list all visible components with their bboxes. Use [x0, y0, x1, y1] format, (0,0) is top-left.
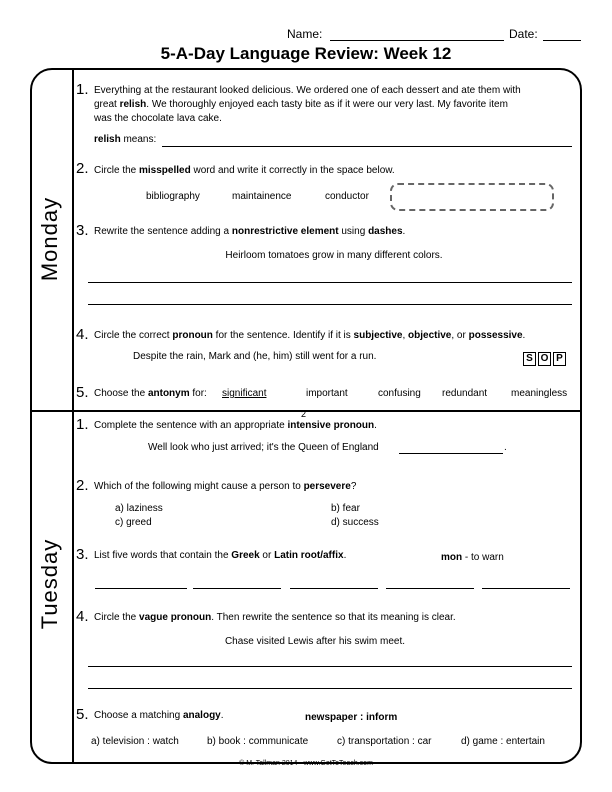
antonym-option[interactable]: meaningless — [511, 388, 568, 399]
vocab-word: relish — [119, 99, 147, 110]
answer-line[interactable] — [88, 304, 572, 305]
answer-option[interactable]: a) laziness — [115, 503, 163, 514]
monday-q3-sentence: Heirloom tomatoes grow in many different colors. — [225, 250, 443, 261]
key-term: misspelled — [139, 165, 191, 176]
question-number: 4. — [76, 326, 89, 343]
text-segment: or — [259, 550, 275, 561]
tuesday-q1-prompt — [94, 419, 377, 433]
text-segment: word and write it correctly in the space below. — [190, 165, 395, 176]
tuesday-q2-prompt — [94, 480, 356, 494]
answer-line[interactable] — [162, 146, 572, 147]
answer-line[interactable] — [399, 453, 503, 454]
key-term: persevere — [303, 481, 351, 492]
word-option[interactable]: bibliography — [146, 191, 200, 202]
text-segment: . We thoroughly enjoyed each tasty bite as if it were our very last. My favorite item — [146, 99, 508, 110]
date-field[interactable] — [543, 40, 581, 41]
monday-q3-prompt — [94, 225, 405, 239]
analogy-option[interactable]: d) game : entertain — [461, 736, 545, 747]
text-segment: for: — [189, 388, 207, 399]
question-number: 1. — [76, 416, 89, 433]
text-segment: great — [94, 99, 120, 110]
tuesday-q4-prompt — [94, 611, 456, 625]
answer-line[interactable] — [482, 588, 570, 589]
answer-line[interactable] — [88, 666, 572, 667]
day-label-monday: Monday — [37, 196, 62, 282]
key-term: subjective — [353, 330, 403, 341]
text-segment: Circle the correct — [94, 330, 173, 341]
answer-option[interactable]: c) greed — [115, 517, 152, 528]
key-term: Greek — [231, 550, 260, 561]
sentence-end: . — [504, 442, 507, 453]
name-field[interactable] — [330, 40, 504, 41]
monday-q1-text — [94, 84, 574, 126]
text-segment: . — [522, 330, 526, 341]
analogy-option[interactable]: a) television : watch — [91, 736, 179, 747]
text-segment: Rewrite the sentence adding a — [94, 226, 232, 237]
text-segment: , — [402, 330, 409, 341]
key-term: analogy — [182, 710, 221, 721]
key-term: vague pronoun — [139, 612, 212, 623]
answer-line[interactable] — [95, 588, 187, 589]
day-column-divider — [72, 70, 74, 762]
correction-box[interactable] — [390, 183, 554, 211]
answer-option[interactable]: b) fear — [331, 503, 360, 514]
name-label: Name: — [287, 27, 323, 41]
answer-line[interactable] — [386, 588, 474, 589]
tuesday-q1-sentence: Well look who just arrived; it's the Queen of England — [148, 442, 379, 453]
sop-box-subjective[interactable]: S — [523, 352, 536, 366]
question-number: 3. — [76, 222, 89, 239]
sop-boxes — [521, 348, 566, 366]
question-number: 2. — [76, 477, 89, 494]
answer-line[interactable] — [88, 282, 572, 283]
text-segment: Complete the sentence with an appropriate — [94, 420, 288, 431]
date-label: Date: — [509, 27, 538, 41]
question-number: 1. — [76, 81, 89, 98]
key-term: objective — [408, 330, 452, 341]
question-number: 3. — [76, 546, 89, 563]
text-segment: Which of the following might cause a person to — [94, 481, 304, 492]
root-word: mon — [441, 552, 463, 563]
day-label-tuesday: Tuesday — [37, 538, 62, 630]
text-segment: for the sentence. Identify if it is — [212, 330, 354, 341]
text-segment: . — [343, 550, 347, 561]
page-title: 5-A-Day Language Review: Week 12 — [160, 44, 452, 63]
target-word: significant — [222, 388, 267, 399]
root-definition: - to warn — [462, 552, 504, 563]
question-number: 5. — [76, 706, 89, 723]
tuesday-q4-sentence: Chase visited Lewis after his swim meet. — [224, 636, 406, 647]
analogy-pair: newspaper : inform — [305, 712, 398, 723]
word-option[interactable]: maintainence — [232, 191, 292, 202]
key-term: pronoun — [172, 330, 213, 341]
antonym-option[interactable]: redundant — [442, 388, 488, 399]
monday-q1-line2 — [94, 98, 574, 112]
antonym-option[interactable]: confusing — [378, 388, 421, 399]
text-segment: . — [402, 226, 406, 237]
monday-q5-prompt — [94, 387, 207, 401]
key-term: intensive pronoun — [287, 420, 375, 431]
monday-q2-prompt — [94, 164, 395, 178]
tuesday-q3-prompt — [94, 549, 346, 563]
text-segment: . — [220, 710, 224, 721]
text-segment: , or — [451, 330, 469, 341]
word-option[interactable]: conductor — [325, 191, 369, 202]
text-segment: Circle the — [94, 612, 140, 623]
question-number: 2. — [76, 160, 89, 177]
monday-q1-line1: Everything at the restaurant looked delicious. We ordered one of each dessert and ate them with — [94, 85, 521, 96]
monday-q1-line3: was the chocolate lava cake. — [94, 113, 222, 124]
analogy-option[interactable]: b) book : communicate — [207, 736, 309, 747]
text-segment: List five words that contain the — [94, 550, 232, 561]
text-segment: Choose the — [94, 388, 148, 399]
text-segment: . Then rewrite the sentence so that its meaning is clear. — [211, 612, 456, 623]
key-term: dashes — [368, 226, 403, 237]
monday-q4-sentence: Despite the rain, Mark and (he, him) still went for a run. — [133, 351, 377, 362]
key-term: nonrestrictive element — [231, 226, 339, 237]
answer-option[interactable]: d) success — [331, 517, 379, 528]
text-segment: . — [374, 420, 377, 431]
means-label: means: — [120, 134, 157, 145]
monday-q4-prompt — [94, 329, 525, 343]
text-segment: Circle the — [94, 165, 140, 176]
analogy-option[interactable]: c) transportation : car — [337, 736, 432, 747]
stray-mark: 2 — [301, 409, 307, 419]
answer-line[interactable] — [290, 588, 378, 589]
monday-q1-prompt — [94, 133, 156, 147]
sop-box-possessive[interactable]: P — [553, 352, 566, 366]
root-affix — [441, 551, 504, 565]
key-term: antonym — [147, 388, 190, 399]
antonym-option[interactable]: important — [306, 388, 348, 399]
key-term: possessive — [468, 330, 523, 341]
footer-credit: © M. Tallman 2014 - www.GetToTeach.com — [239, 760, 373, 767]
vocab-word: relish — [94, 134, 121, 145]
text-segment: Choose a matching — [94, 710, 183, 721]
text-segment: using — [338, 226, 369, 237]
text-segment: ? — [350, 481, 357, 492]
key-term: Latin root/affix — [274, 550, 344, 561]
tuesday-q5-prompt — [94, 709, 224, 723]
sop-box-objective[interactable]: O — [538, 352, 551, 366]
answer-line[interactable] — [193, 588, 281, 589]
question-number: 5. — [76, 384, 89, 401]
question-number: 4. — [76, 608, 89, 625]
answer-line[interactable] — [88, 688, 572, 689]
